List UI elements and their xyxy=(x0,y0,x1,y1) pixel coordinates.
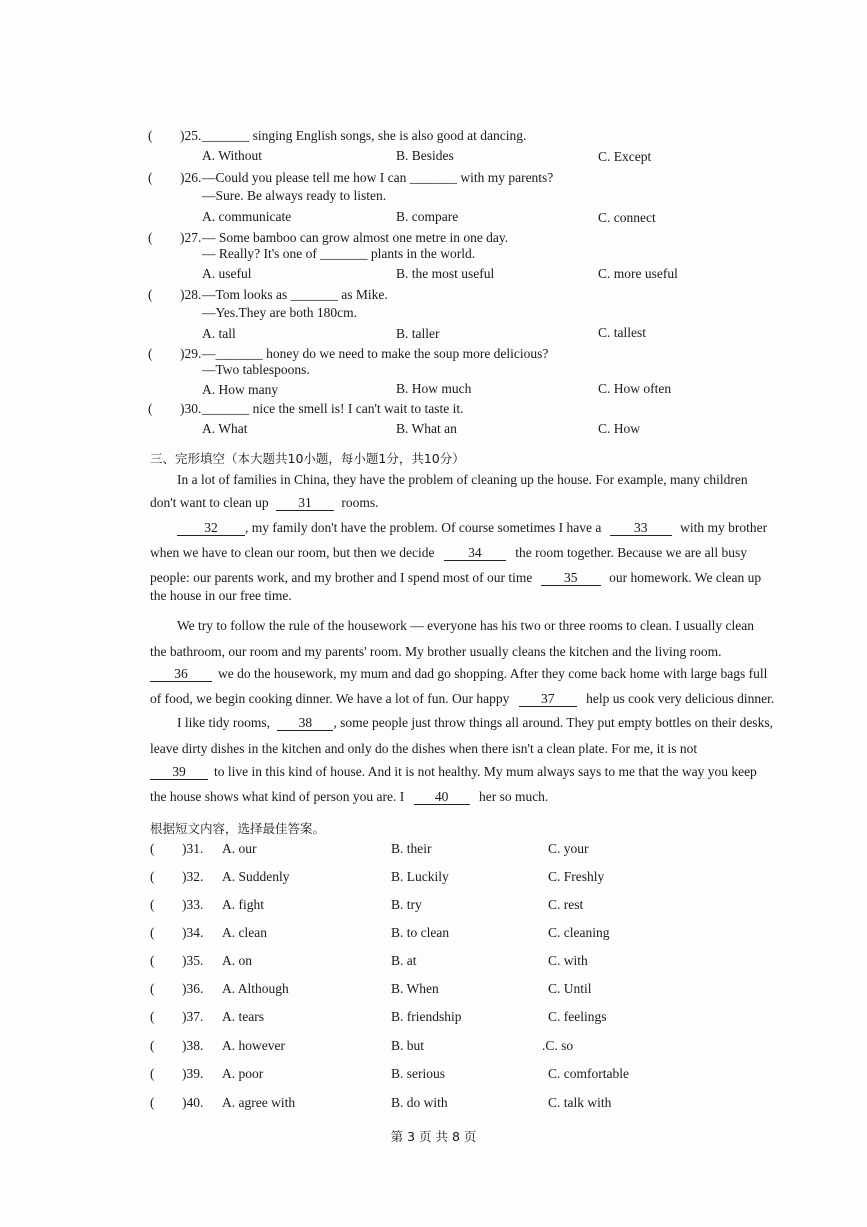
option-c: C. connect xyxy=(598,210,656,225)
option-a: A. tears xyxy=(222,1009,264,1024)
blank-31: 31 xyxy=(276,496,334,511)
question-number: )25. xyxy=(180,128,202,143)
blank-34: 34 xyxy=(444,546,506,561)
option-c: C. Until xyxy=(548,981,592,996)
answer-paren: ( xyxy=(148,170,153,185)
answer-paren: ( xyxy=(148,230,153,245)
option-c: C. rest xyxy=(548,897,584,912)
option-c: C. cleaning xyxy=(548,925,610,940)
option-c: C. comfortable xyxy=(548,1066,629,1081)
passage-line: 39 to live in this kind of house. And it is not healthy. My mum always says to me that the way you keep xyxy=(150,764,757,780)
passage-line: of food, we begin cooking dinner. We have a lot of fun. Our happy 37 help us cook very delicious dinner. xyxy=(150,691,775,706)
option-c: C. tallest xyxy=(598,325,646,340)
option-a: A. useful xyxy=(202,266,252,281)
instruction: 根据短文内容，选择最佳答案。 xyxy=(150,821,326,836)
question-reply: —Yes.They are both 180cm. xyxy=(202,305,357,320)
option-c: C. Freshly xyxy=(548,869,605,884)
question-number: )27. xyxy=(180,230,202,245)
option-c: C. with xyxy=(548,953,588,968)
option-c: C. Except xyxy=(598,149,652,164)
option-a: A. our xyxy=(222,841,257,856)
passage-line: 36 we do the housework, my mum and dad go shopping. After they come back home with large bags full xyxy=(150,666,767,682)
question-39: ( )39. A. poor B. serious C. comfortable xyxy=(150,1066,629,1081)
question-reply: —Two tablespoons. xyxy=(202,362,310,377)
passage-line: the house in our free time. xyxy=(150,588,292,603)
option-c: C. your xyxy=(548,841,589,856)
option-b: B. to clean xyxy=(391,925,450,940)
option-c: C. How xyxy=(598,421,641,436)
passage-line: I like tidy rooms, 38 , some people just throw things all around. They put empty bottles on their desks, xyxy=(177,715,773,730)
answer-paren: ( xyxy=(148,346,153,361)
option-b: B. but xyxy=(391,1038,425,1053)
option-c: C. feelings xyxy=(548,1009,607,1024)
question-33: ( )33. A. fight B. try C. rest xyxy=(150,897,584,912)
option-b: B. taller xyxy=(396,326,440,341)
question-number: )30. xyxy=(180,401,202,416)
passage-line: people: our parents work, and my brother and I spend most of our time 35 our homework. We clean up xyxy=(150,570,762,585)
option-a: A. Without xyxy=(202,148,262,163)
option-b: B. do with xyxy=(391,1095,448,1110)
passage-line: We try to follow the rule of the housework — everyone has his two or three rooms to clean. I usually clean xyxy=(177,618,754,633)
option-b: B. try xyxy=(391,897,422,912)
passage-line: don't want to clean up 31 rooms. xyxy=(150,495,379,510)
option-c: C. talk with xyxy=(548,1095,612,1110)
question-number: )28. xyxy=(180,287,202,302)
option-b: B. friendship xyxy=(391,1009,462,1024)
option-c: .C. so xyxy=(542,1038,574,1053)
option-b: B. the most useful xyxy=(396,266,495,281)
question-31: ( )31. A. our B. their C. your xyxy=(150,841,589,856)
option-c: C. How often xyxy=(598,381,672,396)
question-stem: — Some bamboo can grow almost one metre in one day. xyxy=(202,230,509,245)
blank-40: 40 xyxy=(414,790,470,805)
option-a: A. poor xyxy=(222,1066,264,1081)
option-c: C. more useful xyxy=(598,266,678,281)
answer-paren: ( xyxy=(148,287,153,302)
blank-32: 32 xyxy=(177,521,245,536)
question-34: ( )34. A. clean B. to clean C. cleaning xyxy=(150,925,610,940)
option-a: A. Although xyxy=(222,981,289,996)
option-a: A. on xyxy=(222,953,252,968)
option-a: A. communicate xyxy=(202,209,292,224)
passage-line: In a lot of families in China, they have the problem of cleaning up the house. For example, many children xyxy=(177,472,748,487)
option-a: A. How many xyxy=(202,382,279,397)
question-stem: _______ nice the smell is! I can't wait to taste it. xyxy=(202,401,464,416)
passage-line: 32 , my family don't have the problem. Of course sometimes I have a 33 with my brother xyxy=(177,520,767,536)
option-a: A. agree with xyxy=(222,1095,296,1110)
answer-paren: ( xyxy=(148,401,153,416)
option-b: B. When xyxy=(391,981,439,996)
blank-38: 38 xyxy=(277,716,333,731)
blank-35: 35 xyxy=(541,571,601,586)
option-b: B. What an xyxy=(396,421,457,436)
option-a: A. tall xyxy=(202,326,236,341)
question-reply: — Really? It's one of _______ plants in the world. xyxy=(202,246,476,261)
question-40: ( )40. A. agree with B. do with C. talk with xyxy=(150,1095,612,1110)
section-title: 三、完形填空（本大题共10小题，每小题1分，共10分） xyxy=(150,451,465,466)
option-b: B. at xyxy=(391,953,417,968)
question-number: )26. xyxy=(180,170,202,185)
option-a: A. fight xyxy=(222,897,264,912)
question-38: ( )38. A. however B. but .C. so xyxy=(150,1038,574,1053)
question-reply: —Sure. Be always ready to listen. xyxy=(202,188,387,203)
question-number: )29. xyxy=(180,346,202,361)
question-stem: —Could you please tell me how I can _______ with my parents? xyxy=(202,170,554,185)
option-a: A. however xyxy=(222,1038,285,1053)
option-a: A. Suddenly xyxy=(222,869,290,884)
blank-36: 36 xyxy=(150,667,212,682)
option-b: B. compare xyxy=(396,209,459,224)
question-32: ( )32. A. Suddenly B. Luckily C. Freshly xyxy=(150,869,605,884)
passage-line: leave dirty dishes in the kitchen and only do the dishes when there isn't a clean plate. For me, it is not xyxy=(150,741,698,756)
option-a: A. What xyxy=(202,421,248,436)
option-b: B. Luckily xyxy=(391,869,449,884)
option-b: B. Besides xyxy=(396,148,454,163)
option-a: A. clean xyxy=(222,925,267,940)
answer-paren: ( xyxy=(148,128,153,143)
blank-33: 33 xyxy=(610,521,672,536)
question-stem: —Tom looks as _______ as Mike. xyxy=(202,287,388,302)
passage-line: when we have to clean our room, but then we decide 34 the room together. Because we are all busy xyxy=(150,545,747,560)
option-b: B. How much xyxy=(396,381,472,396)
question-stem: _______ singing English songs, she is also good at dancing. xyxy=(202,128,527,143)
page-number: 第 3 页 共 8 页 xyxy=(390,1129,477,1144)
question-37: ( )37. A. tears B. friendship C. feelings xyxy=(150,1009,607,1024)
option-b: B. serious xyxy=(391,1066,445,1081)
blank-37: 37 xyxy=(519,692,577,707)
question-35: ( )35. A. on B. at C. with xyxy=(150,953,588,968)
passage-line: the bathroom, our room and my parents' room. My brother usually cleans the kitchen and the living room. xyxy=(150,644,722,659)
blank-39: 39 xyxy=(150,765,208,780)
option-b: B. their xyxy=(391,841,432,856)
question-stem: —_______ honey do we need to make the soup more delicious? xyxy=(202,346,549,361)
question-36: ( )36. A. Although B. When C. Until xyxy=(150,981,592,996)
passage-line: the house shows what kind of person you are. I 40 her so much. xyxy=(150,789,549,804)
